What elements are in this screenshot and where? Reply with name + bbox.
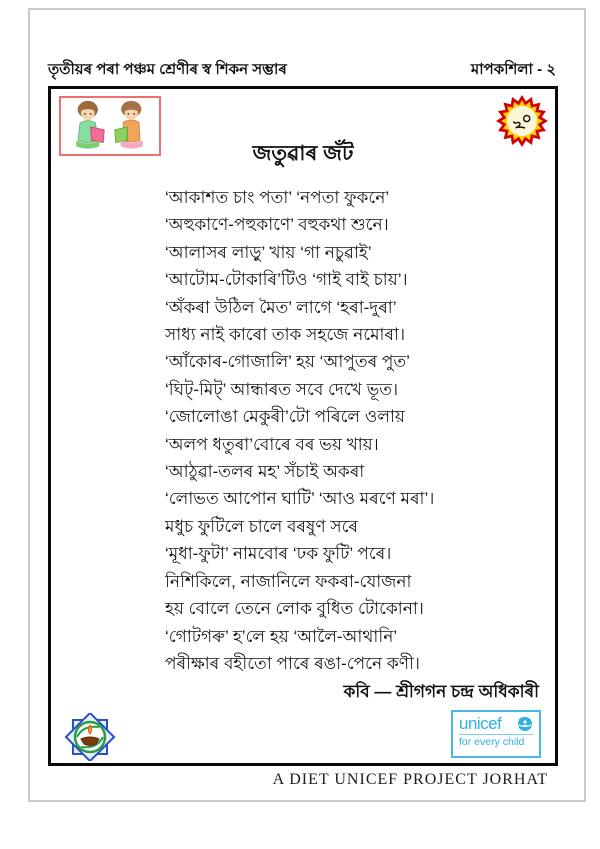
poem-line: মধুচ ফুটিলে চালে বৰষুণ সৰে	[165, 516, 359, 536]
diet-emblem	[63, 713, 117, 761]
starburst-seal-icon	[495, 94, 549, 148]
children-reading-image	[59, 96, 161, 156]
poem-line: ‘আকাশত চাং পতা’ ‘নপতা ফুকনে’	[165, 188, 390, 207]
poem-body	[165, 184, 555, 677]
poem-line: ‘আলাসৰ লাড়ু’ খায় ‘গা নচুৱাই’	[165, 242, 372, 262]
poem-line: ‘গোটগৰু’ হ’লে হয় ‘আলৈ-আথানি’	[165, 626, 398, 646]
header-milestone-label: মাপকশিলা - ২	[470, 61, 556, 78]
poem-line: হয় বোলে তেনে লোক বুধিত টোকোনা।	[165, 599, 424, 619]
header-series-title: তৃতীয়ৰ পৰা পঞ্চম শ্ৰেণীৰ স্ব শিকন সম্ভাৰ	[48, 61, 287, 78]
content-box	[48, 86, 558, 766]
poem-line: পৰীক্ষাৰ বহীতো পাৰে ৰঙা-পেনে কণী।	[165, 653, 420, 673]
poem-line: ‘লোভত আপোন ঘাটি’ ‘আও মৰণে মৰা’।	[165, 489, 435, 509]
lamp-star-emblem-icon	[63, 713, 117, 761]
badge-number: ২০	[509, 109, 537, 136]
poem-line: ‘অলপ ধতুৰা’বোৰে বৰ ভয় খায়।	[165, 434, 379, 454]
poem-line: সাধ্য নাই কাৰো তাক সহজে নমোৰা।	[165, 325, 406, 345]
poem-line: ‘ঘিট্-মিট্’ আন্ধাৰত সবে দেখে ভূত।	[165, 379, 399, 399]
poem-line: ‘জোলোঙা মেকুৰী’টো পৰিলে ওলায়	[165, 407, 405, 427]
poet-attribution: কবি — শ্ৰীগগন চন্দ্ৰ অধিকাৰী	[343, 682, 539, 702]
unicef-wordmark: unicef	[459, 714, 502, 733]
unicef-globe-icon	[517, 716, 533, 732]
poem-line: ‘আটোম-টোকাৰি’টিও ‘গাই বাই চায়’।	[165, 270, 408, 290]
unicef-logo	[451, 710, 541, 758]
poem-title: জতুৱাৰ জঁট	[252, 142, 354, 165]
poem-line: ‘অহুকাণে-পহুকাণে’ বহুকথা শুনে।	[165, 215, 389, 235]
two-children-reading-icon	[61, 98, 159, 154]
poem-line: ‘অঁকৰা উঠিল মৈত’ লাগে ‘হৰা-দুৰা’	[165, 297, 397, 317]
poem-line: ‘মূধা-ফুটা’ নামবোৰ ‘ঢক ফুটি’ পৰে।	[165, 544, 392, 564]
poem-line: নিশিকিলে, নাজানিলে ফকৰা-যোজনা	[165, 571, 412, 591]
unicef-tagline: for every child	[459, 736, 525, 748]
poem-line: ‘আঠুৱা-তলৰ মহ’ সঁচাই অকৰা	[165, 462, 365, 482]
footer-project-credit: A DIET UNICEF PROJECT JORHAT	[272, 771, 548, 788]
poem-line: ‘আঁকোৰ-গোজালি’ হয় ‘আপুতৰ পুত’	[165, 352, 410, 372]
lesson-number-badge	[495, 94, 549, 148]
unicef-divider	[459, 734, 533, 735]
